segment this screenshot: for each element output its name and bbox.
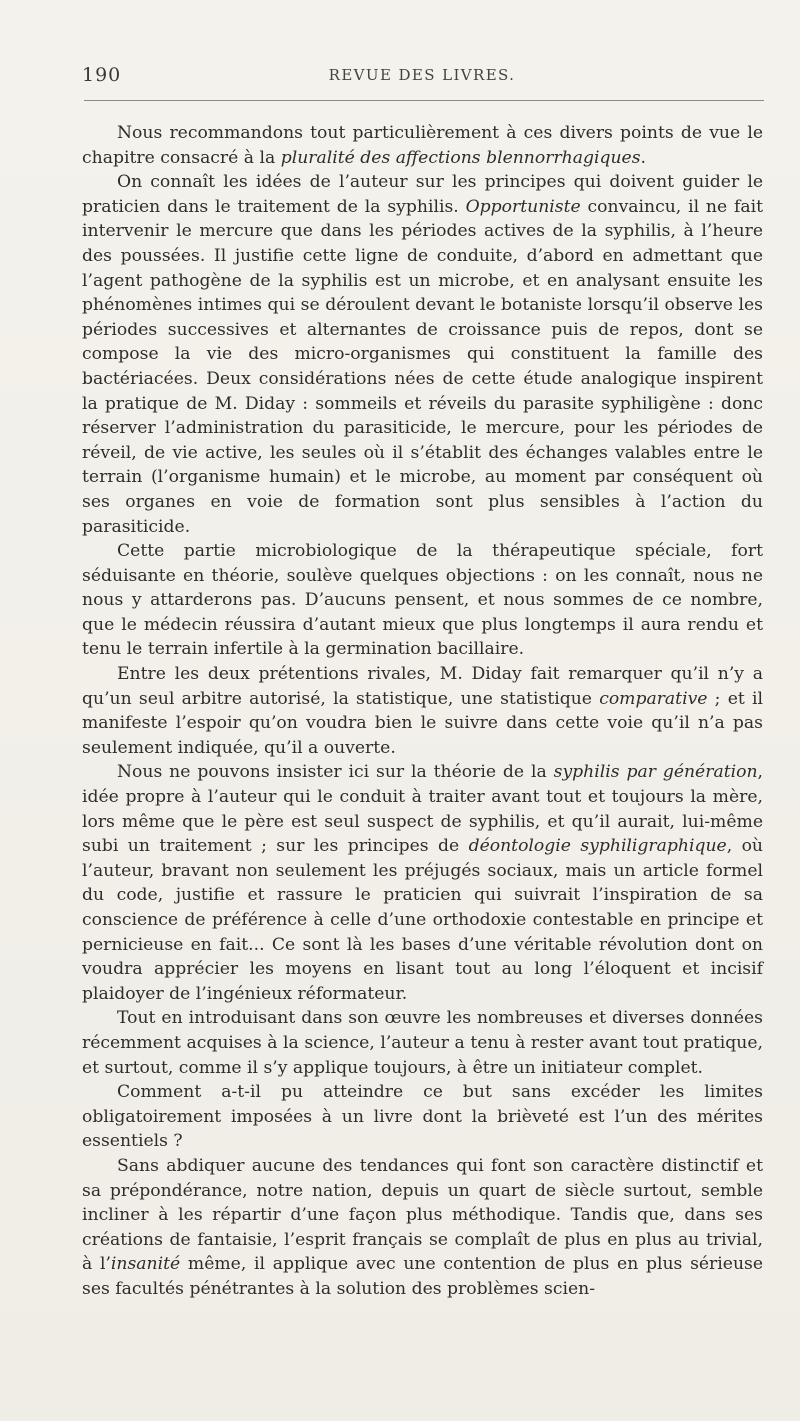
text-segment: Sans abdiquer aucune des tendances qui font son caractère distinctif et sa prépondérance, notre nation, depuis un quart de siècle surtout, semble incliner à les répartir d’une façon plus méthodique. Tandis que, dans ses créations de fantaisie, l’esprit français se complaît de plus en plus au trivial, à l’	[82, 1155, 763, 1275]
page-header	[82, 64, 762, 88]
page-number: 190	[82, 64, 122, 86]
italic-text-segment: déontologie syphiligraphique	[468, 836, 727, 857]
paragraph-8	[82, 1154, 763, 1302]
text-segment: Entre les deux prétentions rivales, M. Diday fait remarquer qu’il n’y a qu’un seul arbitre autorisé, la statistique, une statistique	[82, 664, 763, 709]
body-text	[82, 121, 763, 1302]
text-segment: Comment a-t-il pu atteindre ce but sans excéder les limites obligatoirement imposées à un livre dont la brièveté est l’un des mérites essentiels ?	[82, 1082, 763, 1152]
text-segment: ; et il manifeste l’espoir qu’on voudra bien le suivre dans cette voie qu’il n’a pas seulement indiquée, qu’il a ouverte.	[82, 688, 763, 758]
paragraph-4	[82, 662, 763, 760]
header-rule	[84, 100, 764, 101]
text-segment: convaincu, il ne fait intervenir le mercure que dans les périodes actives de la syphilis, à l’heure des poussées. Il justifie cette ligne de conduite, d’abord en admettant que l’agent pathogène de la syphilis est un microbe, et en analysant ensuite les phénomènes intimes qui se déroulent devant le botaniste lorsqu’il observe les périodes successives et alternantes de croissance puis de repos, dont se compose la vie des micro-organismes qui constituent la famille des bactériacées. Deux considérations nées de cette étude analogique inspirent la pratique de M. Diday : sommeils et réveils du parasite syphiligène : donc réserver l’administration du parasiticide, le mercure, pour les périodes de réveil, de vie active, les seules où il s’établit des échanges valables entre le terrain (l’organisme humain) et le microbe, au moment par conséquent où ses organes en voie de formation sont plus sensibles à l’action du parasiticide.	[82, 196, 763, 537]
paragraph-2	[82, 170, 763, 539]
text-segment: .	[640, 147, 647, 168]
paragraph-1	[82, 121, 763, 170]
italic-text-segment: insanité	[110, 1254, 181, 1275]
text-segment: On connaît les idées de l’auteur sur les principes qui doivent guider le praticien dans le traitement de la syphilis.	[82, 172, 763, 217]
paragraph-6	[82, 1006, 763, 1080]
paragraph-5	[82, 760, 763, 1006]
running-head: REVUE DES LIVRES.	[328, 66, 516, 84]
paragraph-3	[82, 539, 763, 662]
text-segment: Nous recommandons tout particulièrement à ces divers points de vue le chapitre consacré à la	[82, 123, 763, 168]
text-segment: Tout en introduisant dans son œuvre les nombreuses et diverses données récemment acquises à la science, l’auteur a tenu à rester avant tout pratique, et surtout, comme il s’y applique toujours, à être un initiateur complet.	[82, 1008, 763, 1078]
text-segment: Nous ne pouvons insister ici sur la théorie de la	[117, 762, 554, 783]
italic-text-segment: Opportuniste	[465, 196, 581, 217]
italic-text-segment: pluralité des affections blennorrhagiques	[280, 147, 641, 168]
text-segment: même, il applique avec une contention de plus en plus sérieuse ses facultés pénétrantes à la solution des problèmes scien-	[82, 1254, 764, 1299]
text-segment: Cette partie microbiologique de la thérapeutique spéciale, fort séduisante en théorie, soulève quelques objections : on les connaît, nous ne nous y attarderons pas. D’aucuns pensent, et nous sommes de ce nombre, que le médecin réussira d’autant mieux que plus longtemps il aura rendu et tenu le terrain infertile à la germination bacillaire.	[82, 541, 763, 660]
paragraph-7	[82, 1080, 763, 1154]
text-segment: , où l’auteur, bravant non seulement les préjugés sociaux, mais un article formel du code, justifie et rassure le praticien qui suivrait l’inspiration de sa conscience de préférence à celle d’une orthodoxie contestable en principe et pernicieuse en fait... Ce sont là les bases d’une véritable révolution dont on voudra apprécier les moyens en lisant tout au long l’éloquent et incisif plaidoyer de l’ingénieux réformateur.	[82, 836, 763, 1004]
text-segment: , idée propre à l’auteur qui le conduit à traiter avant tout et toujours la mère, lors même que le père est seul suspect de syphilis, et qu’il aurait, lui-même subi un traitement ; sur les principes de	[82, 762, 763, 857]
italic-text-segment: comparative	[599, 688, 708, 709]
italic-text-segment: syphilis par génération	[553, 762, 758, 783]
